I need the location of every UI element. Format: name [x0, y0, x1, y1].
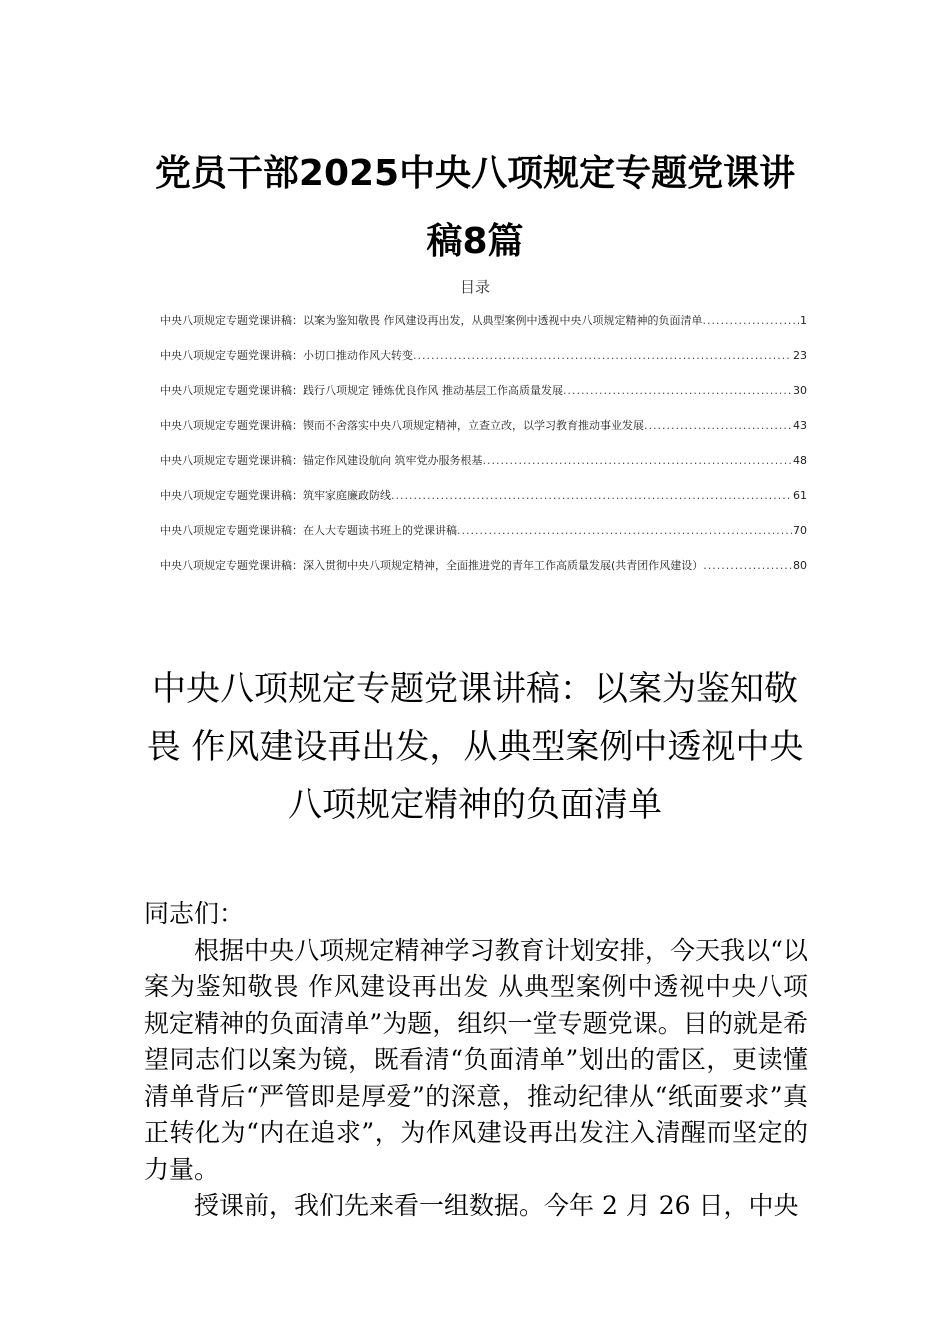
toc-item-text: 中央八项规定专题党课讲稿：筑牢家庭廉政防线	[160, 489, 391, 502]
toc-item-text: 中央八项规定专题党课讲稿：践行八项规定 锤炼优良作风 推动基层工作高质量发展	[160, 384, 563, 397]
toc-item-page: 23	[793, 349, 807, 362]
salutation: 同志们：	[144, 899, 245, 928]
toc-item-page: 70	[793, 524, 807, 537]
toc-leader-dots	[391, 486, 792, 506]
toc-item-text: 中央八项规定专题党课讲稿：锲而不舍落实中央八项规定精神，立查立改，以学习教育推动事业发展	[160, 419, 644, 432]
toc-item-text: 中央八项规定专题党课讲稿：在人大专题读书班上的党课讲稿	[160, 524, 457, 537]
toc-item-page: 1	[800, 314, 807, 327]
toc-item[interactable]	[160, 556, 807, 591]
toc-item[interactable]	[160, 311, 807, 346]
toc-item-text: 中央八项规定专题党课讲稿：小切口推动作风大转变	[160, 349, 413, 362]
toc-item[interactable]	[160, 486, 807, 521]
toc-leader-dots	[457, 521, 792, 541]
toc-item-text: 中央八项规定专题党课讲稿：以案为鉴知敬畏 作风建设再出发，从典型案例中透视中央八项规定精神的负面清单	[160, 314, 703, 327]
toc-leader-dots	[703, 311, 800, 331]
toc-item-page: 30	[793, 384, 807, 397]
document-title: 党员干部2025中央八项规定专题党课讲稿8篇	[154, 153, 796, 262]
toc-heading: 目录	[459, 278, 490, 296]
body-text	[144, 896, 808, 1225]
toc-item-page: 61	[793, 489, 807, 502]
body-paragraph: 根据中央八项规定精神学习教育计划安排，今天我以“以案为鉴知敬畏 作风建设再出发 从典型案例中透视中央八项规定精神的负面清单”为题，组织一堂专题党课。目的就是希望同志们以案为镜，既看清“负面清单”划出的雷区，更读懂清单背后“严管即是厚爱”的深意，推动纪律从“纸面要求”真正转化为“内在追求”，为作风建设再出发注入清醒而坚定的力量。	[144, 935, 808, 1184]
toc-item[interactable]	[160, 381, 807, 416]
section-title: 中央八项规定专题党课讲稿：以案为鉴知敬畏 作风建设再出发，从典型案例中透视中央八项规定精神的负面清单	[146, 669, 804, 825]
toc-item-page: 80	[793, 559, 807, 572]
toc-item-page: 48	[793, 454, 807, 467]
toc-leader-dots	[413, 346, 792, 366]
toc-leader-dots	[483, 451, 793, 471]
body-paragraph: 授课前，我们先来看一组数据。今年 2 月 26 日，中央	[194, 1191, 799, 1220]
toc-item[interactable]	[160, 451, 807, 486]
toc-leader-dots	[703, 556, 792, 576]
toc-leader-dots	[563, 381, 792, 401]
toc-item[interactable]	[160, 521, 807, 556]
toc-item[interactable]	[160, 416, 807, 451]
toc-item-text: 中央八项规定专题党课讲稿：锚定作风建设航向 筑牢党办服务根基	[160, 454, 483, 467]
toc-item-text: 中央八项规定专题党课讲稿：深入贯彻中央八项规定精神，全面推进党的青年工作高质量发展(共青团作风建设）	[160, 559, 704, 572]
table-of-contents	[160, 311, 807, 591]
toc-item-page: 43	[793, 419, 807, 432]
toc-item[interactable]	[160, 346, 807, 381]
toc-leader-dots	[644, 416, 792, 436]
